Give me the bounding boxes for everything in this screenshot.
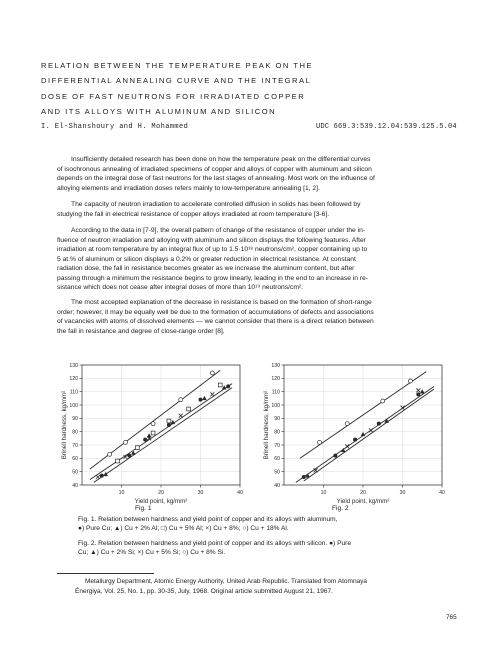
y-tick-label: 80 [72, 429, 78, 436]
page-number: 765 [446, 614, 457, 621]
text-line: depends on the integral dose of fast neutrons for the last stages of annealing. Most work on the influence of [57, 175, 375, 182]
data-point-filled-triangle [361, 432, 366, 436]
figure-1-chart [60, 357, 250, 507]
article-title [41, 58, 381, 119]
text-line: The most accepted explanation of the decrease in resistance is based on the formation of short-range [71, 299, 372, 306]
text-line: of isochronous annealing of irradiated specimens of copper and alloys of copper with aluminum and silicon [57, 165, 372, 173]
figure-2-chart [262, 357, 452, 507]
footnote [75, 577, 455, 596]
fit-line [94, 388, 232, 483]
caption-line: ●) Pure Cu; ▲) Cu + 2% Al; □) Cu + 5% Al; ×) Cu + 8%; ○) Cu + 18% Al. [78, 525, 289, 533]
y-axis-label: Brinell hardness, kg/mm² [263, 390, 270, 460]
text-line: radiation dose, the fall in resistance becomes greater as we increase the aluminum content, but after [57, 265, 355, 272]
data-point-filled-triangle [202, 396, 207, 400]
figure-1-label: Fig. 1 [135, 505, 152, 512]
y-tick-label: 40 [72, 482, 78, 489]
data-point-open-circle [151, 422, 155, 426]
text-line: irradiation at room temperature by an integral flux of up to 1.5·10¹⁸ neutrons/cm², copper containing up to [57, 246, 368, 253]
data-point-open-square [218, 383, 222, 387]
text-line: The capacity of neutron irradiation to accelerate controlled diffusion in solids has been followed by [71, 201, 361, 208]
data-point-open-circle [123, 440, 127, 444]
x-tick-label: 10 [118, 490, 125, 496]
paragraph [57, 298, 449, 336]
data-point-filled-circle [127, 454, 131, 458]
paragraph [57, 226, 449, 293]
data-point-filled-circle [167, 423, 171, 427]
title-line: RELATION BETWEEN THE TEMPERATURE PEAK ON THE [41, 61, 314, 70]
text-line: passing through a minimum the resistance begins to grow linearly, leading in the end to an increase in re- [57, 274, 369, 282]
data-point-cross [210, 392, 214, 396]
data-point-filled-circle [333, 454, 337, 458]
y-tick-label: 50 [274, 469, 280, 476]
data-point-filled-circle [377, 422, 381, 426]
data-point-open-circle [210, 371, 214, 375]
x-tick-label: 40 [439, 490, 445, 496]
x-tick-label: 20 [158, 490, 164, 496]
footnote-line: Énergiya, Vol. 25, No. 1, pp. 30-35, July, 1968. Original article submitted August 21, 1967. [75, 587, 333, 595]
title-line: AND ITS ALLOYS WITH ALUMINUM AND SILICON [41, 106, 277, 116]
data-point-filled-circle [100, 474, 104, 478]
data-point-open-circle [408, 379, 412, 383]
figure-2-caption [78, 539, 450, 558]
y-tick-label: 130 [69, 362, 78, 369]
text-line: alloying elements and irradiation doses refers mainly to low-temperature annealing [1, 2]. [57, 184, 320, 192]
data-point-open-square [116, 459, 120, 463]
y-tick-label: 60 [72, 456, 78, 463]
data-point-open-square [187, 407, 191, 411]
text-line: order; however, it may be equally well be due to the formation of accumulations of defects and associations [57, 308, 374, 316]
data-point-open-circle [179, 398, 183, 402]
y-tick-label: 50 [72, 469, 78, 476]
caption-line: Fig. 2. Relation between hardness and yield point of copper and its alloys with silicon. ●) Pure [78, 539, 352, 547]
x-tick-label: 30 [197, 490, 204, 496]
footnote-line: Metallurgy Department, Atomic Energy Authority, United Arab Republic. Translated from Atomnaya [85, 578, 368, 585]
fit-line [296, 386, 434, 482]
caption-line: Cu; ▲) Cu + 2% Si; ×) Cu + 5% Si; ○) Cu + 8% Si. [78, 548, 226, 556]
y-tick-label: 130 [271, 362, 280, 369]
data-point-filled-triangle [222, 385, 227, 389]
data-point-filled-circle [302, 475, 306, 479]
paragraph [57, 200, 449, 219]
figure-2-label: Fig. 2 [332, 505, 349, 512]
y-axis-label: Brinell hardness, kg/mm² [61, 390, 68, 460]
text-line: 5 at.% of aluminum or silicon displays a 0.2% or greater reduction in electrical resistance. At constant [57, 255, 356, 263]
authors: I. El-Shanshoury and H. Mohammed [41, 123, 189, 131]
x-axis-label: Yield point, kg/mm² [134, 498, 188, 505]
caption-line: Fig. 1. Relation between hardness and yield point of copper and its alloys with aluminum, [78, 516, 338, 523]
y-tick-label: 120 [69, 376, 78, 383]
y-tick-label: 100 [69, 402, 78, 409]
data-point-filled-circle [199, 398, 203, 402]
data-point-filled-triangle [103, 472, 108, 476]
text-line: According to the data in [7-9], the overall pattern of change of the resistance of copper under the in- [71, 227, 366, 234]
x-tick-label: 40 [237, 490, 243, 496]
data-point-filled-triangle [420, 389, 425, 393]
paragraph [57, 155, 449, 193]
y-tick-label: 60 [274, 456, 280, 463]
text-line: of vacancies with atoms of dissolved elements — we cannot consider that there is a direct relation between [57, 318, 374, 325]
data-point-open-circle [381, 399, 385, 403]
udc-code: UDC 669.3:539.12.04:539.125.5.04 [316, 123, 457, 131]
data-point-open-square [135, 446, 139, 450]
data-point-filled-circle [226, 384, 230, 388]
text-line: fluence of neutron irradiation and alloying with aluminum and silicon displays the following features. After [57, 236, 366, 244]
text-line: sistance which does not cease after integral doses of more than 10¹⁹ neutrons/cm². [57, 284, 303, 291]
y-tick-label: 90 [72, 416, 78, 423]
data-point-open-circle [345, 422, 349, 426]
title-line: DOSE OF FAST NEUTRONS FOR IRRADIATED COPPER [41, 91, 306, 101]
y-tick-label: 70 [72, 442, 78, 449]
data-point-open-square [151, 431, 155, 435]
figure-captions [78, 515, 450, 557]
data-point-open-circle [108, 452, 112, 456]
y-tick-label: 40 [274, 482, 280, 489]
x-tick-label: 30 [399, 490, 406, 496]
y-tick-label: 100 [271, 402, 280, 409]
data-point-cross [179, 414, 183, 418]
footnote-rule [57, 573, 154, 574]
text-line: the fall in resistance and degree of close-range order [8]. [57, 327, 225, 335]
y-tick-label: 80 [274, 429, 280, 436]
x-tick-label: 10 [320, 490, 327, 496]
data-point-cross [96, 475, 100, 479]
y-tick-label: 70 [274, 442, 280, 449]
data-point-filled-circle [143, 438, 147, 442]
y-tick-label: 90 [274, 416, 280, 423]
text-line: Insufficiently detailed research has been done on how the temperature peak on the differential curves [71, 156, 371, 163]
x-tick-label: 20 [360, 490, 366, 496]
y-tick-label: 120 [271, 376, 280, 383]
data-point-filled-triangle [171, 420, 176, 424]
figure-1-caption [78, 515, 450, 534]
data-point-open-circle [318, 440, 322, 444]
data-point-filled-circle [353, 438, 357, 442]
data-point-filled-circle [416, 392, 420, 396]
x-axis-label: Yield point, kg/mm² [336, 498, 390, 505]
data-point-open-square [167, 419, 171, 423]
y-tick-label: 110 [69, 389, 78, 396]
title-line: DIFFERENTIAL ANNEALING CURVE AND THE INTEGRAL [41, 76, 312, 86]
y-tick-label: 110 [271, 389, 280, 396]
text-line: studying the fall in electrical resistance of copper alloys irradiated at room temperature [3-6]. [57, 210, 330, 218]
